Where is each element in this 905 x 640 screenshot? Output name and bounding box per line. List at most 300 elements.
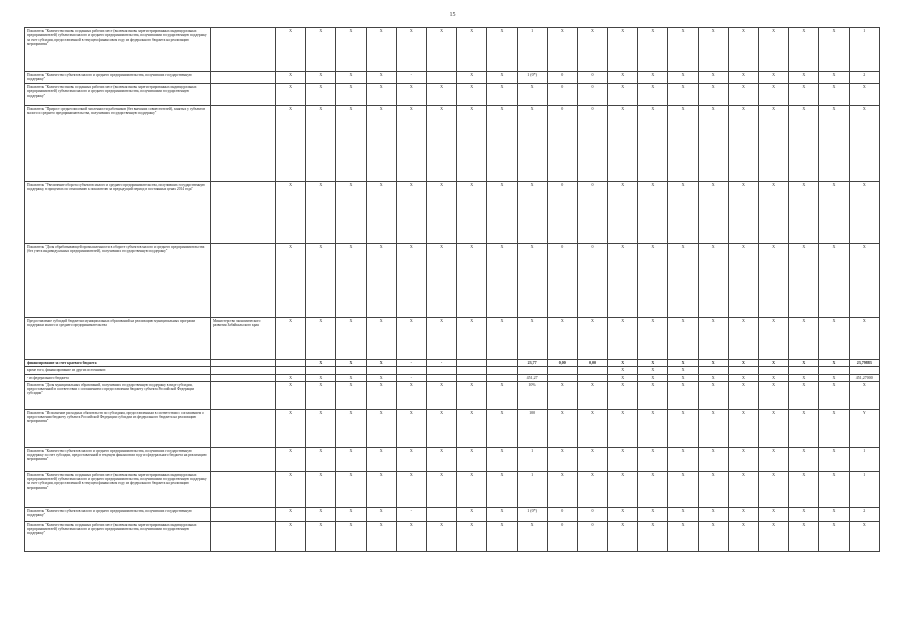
table-cell: X [668, 182, 698, 244]
table-cell: X [487, 381, 517, 409]
table-cell [426, 72, 456, 84]
table-cell: X [366, 84, 396, 106]
table-cell [426, 367, 456, 374]
table-cell: X [426, 182, 456, 244]
table-cell: X [336, 447, 366, 471]
table-cell: X [457, 28, 487, 72]
table-cell: X [759, 106, 789, 182]
table-cell [577, 374, 607, 381]
table-cell: X [457, 521, 487, 551]
table-cell: X [457, 447, 487, 471]
table-cell [547, 367, 577, 374]
table-cell: X [698, 447, 728, 471]
table-cell: X [396, 28, 426, 72]
table-cell: X [487, 507, 517, 521]
table-row [25, 409, 880, 447]
table-cell: X [426, 318, 456, 360]
table-cell: X [457, 409, 487, 447]
row-description: Показатель "Количество субъектов малого и среднего предпринимательства, получивших государственную поддержку за счет субсидии, предоставленной в текущем финансовом году из федерального бюджета на реализацию мероприятия" [25, 447, 211, 471]
table-cell: X [336, 244, 366, 318]
table-cell: X [547, 381, 577, 409]
table-cell: X [457, 84, 487, 106]
row-description: - из федерального бюджета [25, 374, 211, 381]
row-description: Показатель "Доля обрабатывающей промышленности в обороте субъектов малого и среднего предпринимательства (без учета индивидуальных предпринимателей), получивших государственную поддержку" [25, 244, 211, 318]
table-cell: X [849, 521, 879, 551]
table-cell: X [457, 244, 487, 318]
table-cell: 1 [517, 447, 547, 471]
table-cell: X [819, 318, 849, 360]
table-cell: X [698, 471, 728, 507]
table-cell: X [517, 318, 547, 360]
table-cell: 2 [849, 72, 879, 84]
table-cell: X [698, 84, 728, 106]
table-cell: X [517, 84, 547, 106]
table-cell: X [638, 244, 668, 318]
table-cell: X [336, 381, 366, 409]
table-cell: X [306, 374, 336, 381]
table-cell: X [728, 318, 758, 360]
table-cell: X [759, 72, 789, 84]
table-cell: X [608, 471, 638, 507]
table-cell: X [789, 84, 819, 106]
table-cell [728, 367, 758, 374]
table-row [25, 244, 880, 318]
table-cell: X [276, 374, 306, 381]
table-cell: X [728, 28, 758, 72]
table-row [25, 381, 880, 409]
table-row [25, 72, 880, 84]
table-cell: X [457, 72, 487, 84]
table-cell: X [819, 381, 849, 409]
row-executor [211, 84, 276, 106]
table-cell: X [819, 521, 849, 551]
table-cell: X [336, 72, 366, 84]
table-cell: X [759, 28, 789, 72]
table-cell: 0 [547, 72, 577, 84]
table-cell: X [698, 374, 728, 381]
table-cell: X [577, 447, 607, 471]
table-cell: X [849, 182, 879, 244]
table-cell: X [608, 28, 638, 72]
table-cell [457, 360, 487, 367]
table-cell: X [819, 360, 849, 367]
table-cell: X [366, 360, 396, 367]
table-cell: X [759, 447, 789, 471]
table-cell [487, 360, 517, 367]
table-cell: 0 [577, 182, 607, 244]
table-cell: X [698, 409, 728, 447]
table-cell: - [426, 360, 456, 367]
table-row [25, 84, 880, 106]
table-cell: 0 [547, 84, 577, 106]
table-cell: X [336, 182, 366, 244]
row-description: Показатель "Исполнение расходных обязательств по субсидиям, предоставленным в соответствии с соглашением о предоставлении бюджету субъекта Российской Федерации субсидии из федерального бюджета на реализацию мероприятия" [25, 409, 211, 447]
table-cell: X [306, 182, 336, 244]
table-cell: X [276, 521, 306, 551]
table-cell: X [759, 521, 789, 551]
table-cell: X [789, 507, 819, 521]
table-cell: X [396, 409, 426, 447]
row-executor [211, 182, 276, 244]
table-cell: X [366, 471, 396, 507]
table-cell: X [638, 106, 668, 182]
table-cell: X [819, 106, 849, 182]
row-description: кроме того, финансирование из других источников: [25, 367, 211, 374]
table-cell [487, 367, 517, 374]
table-cell: X [487, 244, 517, 318]
table-cell: X [698, 72, 728, 84]
table-cell: X [789, 447, 819, 471]
table-row [25, 447, 880, 471]
table-cell: X [336, 106, 366, 182]
table-cell: 0,00 [547, 360, 577, 367]
table-cell: X [426, 84, 456, 106]
table-cell: X [487, 84, 517, 106]
table-cell: X [487, 409, 517, 447]
table-cell: X [577, 471, 607, 507]
table-cell: X [306, 28, 336, 72]
table-cell: X [547, 409, 577, 447]
table-cell: X [366, 72, 396, 84]
table-cell: X [336, 471, 366, 507]
table-cell: X [366, 507, 396, 521]
table-cell: X [638, 28, 668, 72]
table-cell: X [306, 244, 336, 318]
table-cell: X [698, 507, 728, 521]
row-executor [211, 381, 276, 409]
table-cell: X [366, 28, 396, 72]
table-cell: X [306, 409, 336, 447]
table-cell [517, 367, 547, 374]
table-cell: X [276, 244, 306, 318]
row-executor [211, 367, 276, 374]
table-cell: X [638, 374, 668, 381]
table-row [25, 318, 880, 360]
row-description: Показатель "Количество вновь созданных рабочих мест (включая вновь зарегистрированных индивидуальных предпринимателей) субъектами малого и среднего предпринимательства, получившими государственную поддержку за счет субсидии, предоставленной в текущем финансовом году из федерального бюджета на реализацию мероприятия" [25, 28, 211, 72]
table-cell: 0,00 [577, 360, 607, 367]
table-cell [759, 367, 789, 374]
table-cell: X [366, 106, 396, 182]
row-description: финансирование за счет краевого бюджета [25, 360, 211, 367]
row-executor [211, 28, 276, 72]
table-cell: X [608, 360, 638, 367]
table-cell: 1 [849, 28, 879, 72]
row-description: Показатель "Количество вновь созданных рабочих мест (включая вновь зарегистрированных индивидуальных предпринимателей) субъектами малого и среднего предпринимательства, получившими государственную поддержку" [25, 521, 211, 551]
table-cell: X [638, 182, 668, 244]
table-cell: X [668, 409, 698, 447]
table-cell: X [728, 521, 758, 551]
table-cell: X [336, 374, 366, 381]
table-cell [426, 374, 456, 381]
table-cell: 0 [577, 72, 607, 84]
table-cell: X [276, 84, 306, 106]
table-cell: X [608, 409, 638, 447]
table-cell: X [819, 447, 849, 471]
table-cell: X [698, 182, 728, 244]
table-cell: X [366, 182, 396, 244]
row-description: Предоставление субсидий бюджетам муниципальных образований на реализацию муниципальных программ поддержки малого и среднего предпринимательства [25, 318, 211, 360]
table-cell: X [698, 360, 728, 367]
table-cell: 0 [577, 507, 607, 521]
table-cell: X [487, 318, 517, 360]
row-description: Показатель "Прирост среднесписочной численности работников (без внешних совместителей), занятых у субъектов малого и среднего предпринимательства, получивших государственную поддержку" [25, 106, 211, 182]
table-cell: X [396, 244, 426, 318]
table-cell: X [487, 106, 517, 182]
table-cell: X [759, 244, 789, 318]
table-cell: X [426, 381, 456, 409]
table-cell: X [759, 471, 789, 507]
table-cell: X [668, 471, 698, 507]
table-cell: X [276, 471, 306, 507]
table-cell: X [849, 318, 879, 360]
row-executor [211, 447, 276, 471]
table-cell: X [366, 521, 396, 551]
table-cell: X [487, 182, 517, 244]
table-cell: X [698, 106, 728, 182]
table-cell: X [638, 318, 668, 360]
table-cell: X [728, 182, 758, 244]
table-cell: X [457, 106, 487, 182]
table-cell: X [336, 409, 366, 447]
program-table [24, 27, 880, 552]
table-cell: X [759, 182, 789, 244]
row-description: Показатель "Количество субъектов малого и среднего предпринимательства, получивших государственную поддержку" [25, 507, 211, 521]
table-cell [849, 367, 879, 374]
table-cell: X [608, 507, 638, 521]
row-executor [211, 360, 276, 367]
table-cell: X [306, 447, 336, 471]
table-cell: X [336, 360, 366, 367]
table-cell: 0 [547, 521, 577, 551]
table-cell: X [668, 521, 698, 551]
table-cell: X [759, 374, 789, 381]
table-cell: X [698, 381, 728, 409]
table-cell: X [638, 72, 668, 84]
table-cell: - [396, 507, 426, 521]
table-cell: X [306, 381, 336, 409]
table-cell: X [819, 374, 849, 381]
table-row [25, 182, 880, 244]
table-cell: X [759, 360, 789, 367]
table-cell: X [517, 244, 547, 318]
table-cell: X [487, 447, 517, 471]
table-cell: X [426, 471, 456, 507]
table-cell: 0 [547, 244, 577, 318]
table-cell: 0 [547, 507, 577, 521]
table-cell: X [819, 182, 849, 244]
table-cell: - [396, 374, 426, 381]
table-cell: X [577, 381, 607, 409]
table-cell: X [668, 367, 698, 374]
table-cell: 1 (0*) [517, 72, 547, 84]
table-cell: X [426, 244, 456, 318]
table-cell: X [759, 409, 789, 447]
table-cell: X [396, 106, 426, 182]
table-cell: X [306, 360, 336, 367]
table-cell: X [396, 521, 426, 551]
table-cell: X [728, 374, 758, 381]
table-cell: X [789, 360, 819, 367]
table-cell: X [457, 471, 487, 507]
table-cell: X [638, 409, 668, 447]
table-cell: X [608, 447, 638, 471]
table-cell: X [547, 318, 577, 360]
table-cell [789, 367, 819, 374]
table-cell: X [577, 28, 607, 72]
table-cell: X [426, 447, 456, 471]
table-cell: 2 [849, 507, 879, 521]
table-cell: X [276, 72, 306, 84]
table-cell [366, 367, 396, 374]
table-cell: X [608, 374, 638, 381]
table-cell: X [698, 521, 728, 551]
table-cell: X [789, 374, 819, 381]
table-cell: 1 [849, 447, 879, 471]
table-cell: X [728, 360, 758, 367]
table-cell: X [789, 381, 819, 409]
table-cell: X [819, 72, 849, 84]
table-cell: X [276, 507, 306, 521]
table-cell: X [276, 381, 306, 409]
table-cell: X [789, 521, 819, 551]
table-cell: X [638, 521, 668, 551]
table-cell: X [608, 106, 638, 182]
table-cell: X [819, 28, 849, 72]
table-cell: X [426, 28, 456, 72]
table-row [25, 507, 880, 521]
table-cell: X [849, 106, 879, 182]
table-cell [396, 367, 426, 374]
table-cell: X [336, 84, 366, 106]
row-executor [211, 521, 276, 551]
table-cell: X [608, 318, 638, 360]
table-cell: X [819, 507, 849, 521]
table-cell: X [366, 374, 396, 381]
table-cell: X [608, 84, 638, 106]
row-executor [211, 72, 276, 84]
table-cell: 0 [547, 182, 577, 244]
table-row [25, 367, 880, 374]
table-cell: X [276, 318, 306, 360]
table-cell: X [457, 507, 487, 521]
table-cell: X [789, 318, 819, 360]
row-description: Показатель "Увеличение оборота субъектов малого и среднего предпринимательства, получивших государственную поддержку, в процентах по отношению к показателю за предыдущий период в постоянных ценах 2014 года" [25, 182, 211, 244]
table-cell: X [396, 318, 426, 360]
table-cell: X [789, 244, 819, 318]
table-cell [819, 367, 849, 374]
table-cell: X [276, 447, 306, 471]
table-cell: 451,27000 [849, 374, 879, 381]
table-cell: X [728, 409, 758, 447]
table-cell: X [819, 244, 849, 318]
row-executor [211, 471, 276, 507]
table-cell: X [789, 409, 819, 447]
table-cell: X [547, 447, 577, 471]
table-row [25, 471, 880, 507]
table-cell: X [577, 409, 607, 447]
table-cell: X [759, 318, 789, 360]
table-cell: 0 [577, 521, 607, 551]
table-cell: X [487, 521, 517, 551]
table-cell: X [789, 471, 819, 507]
table-cell [336, 367, 366, 374]
table-cell: X [306, 507, 336, 521]
row-executor: Министерство экономического развития Забайкальского края [211, 318, 276, 360]
row-description: Показатель "Количество вновь созданных рабочих мест (включая вновь зарегистрированных индивидуальных предпринимателей) субъектами малого и среднего предпринимательства, получившими государственную поддержку за счет субсидии, предоставленной в текущем финансовом году из федерального бюджета на реализацию мероприятия" [25, 471, 211, 507]
table-cell: 0 [577, 106, 607, 182]
table-cell: 10% [517, 381, 547, 409]
table-cell: X [668, 84, 698, 106]
table-cell: X [668, 318, 698, 360]
table-cell: X [276, 409, 306, 447]
table-cell: X [366, 318, 396, 360]
table-cell: X [487, 471, 517, 507]
table-cell: X [396, 84, 426, 106]
table-cell [306, 367, 336, 374]
table-cell: X [668, 28, 698, 72]
table-cell: X [306, 106, 336, 182]
table-cell: - [396, 72, 426, 84]
table-cell: X [306, 318, 336, 360]
table-cell: X [759, 507, 789, 521]
table-cell: X [426, 106, 456, 182]
table-cell: X [728, 244, 758, 318]
table-cell: X [728, 84, 758, 106]
table-cell: X [366, 381, 396, 409]
table-cell: X [638, 471, 668, 507]
table-cell [487, 374, 517, 381]
table-cell: X [638, 507, 668, 521]
table-cell: X [336, 318, 366, 360]
table-cell: X [457, 318, 487, 360]
table-cell: 23,77 [517, 360, 547, 367]
table-cell: X [366, 447, 396, 471]
row-description: Показатель "Количество вновь созданных рабочих мест (включая вновь зарегистрированных индивидуальных предпринимателей) субъектами малого и среднего предпринимательства, получившими государственную поддержку" [25, 84, 211, 106]
table-cell: X [276, 28, 306, 72]
table-cell: X [608, 521, 638, 551]
table-cell: X [396, 182, 426, 244]
table-cell: X [336, 28, 366, 72]
table-cell: X [426, 521, 456, 551]
table-cell: X [426, 409, 456, 447]
table-cell: X [306, 521, 336, 551]
table-cell: X [638, 84, 668, 106]
table-cell: Y [849, 409, 879, 447]
table-cell: X [608, 182, 638, 244]
table-cell: X [336, 507, 366, 521]
table-cell: X [638, 447, 668, 471]
table-cell: X [608, 381, 638, 409]
table-cell: X [336, 521, 366, 551]
table-cell: X [728, 507, 758, 521]
table-cell: X [396, 381, 426, 409]
table-cell: 100 [517, 409, 547, 447]
table-cell: X [517, 182, 547, 244]
table-cell [577, 367, 607, 374]
table-cell: X [668, 360, 698, 367]
table-cell: X [849, 381, 879, 409]
table-cell: X [487, 72, 517, 84]
row-executor [211, 409, 276, 447]
table-cell: X [457, 182, 487, 244]
table-cell: X [668, 106, 698, 182]
row-executor [211, 374, 276, 381]
table-cell: 1 [849, 471, 879, 507]
table-cell: X [366, 244, 396, 318]
table-cell: X [608, 244, 638, 318]
table-cell: X [487, 28, 517, 72]
table-cell: X [819, 84, 849, 106]
